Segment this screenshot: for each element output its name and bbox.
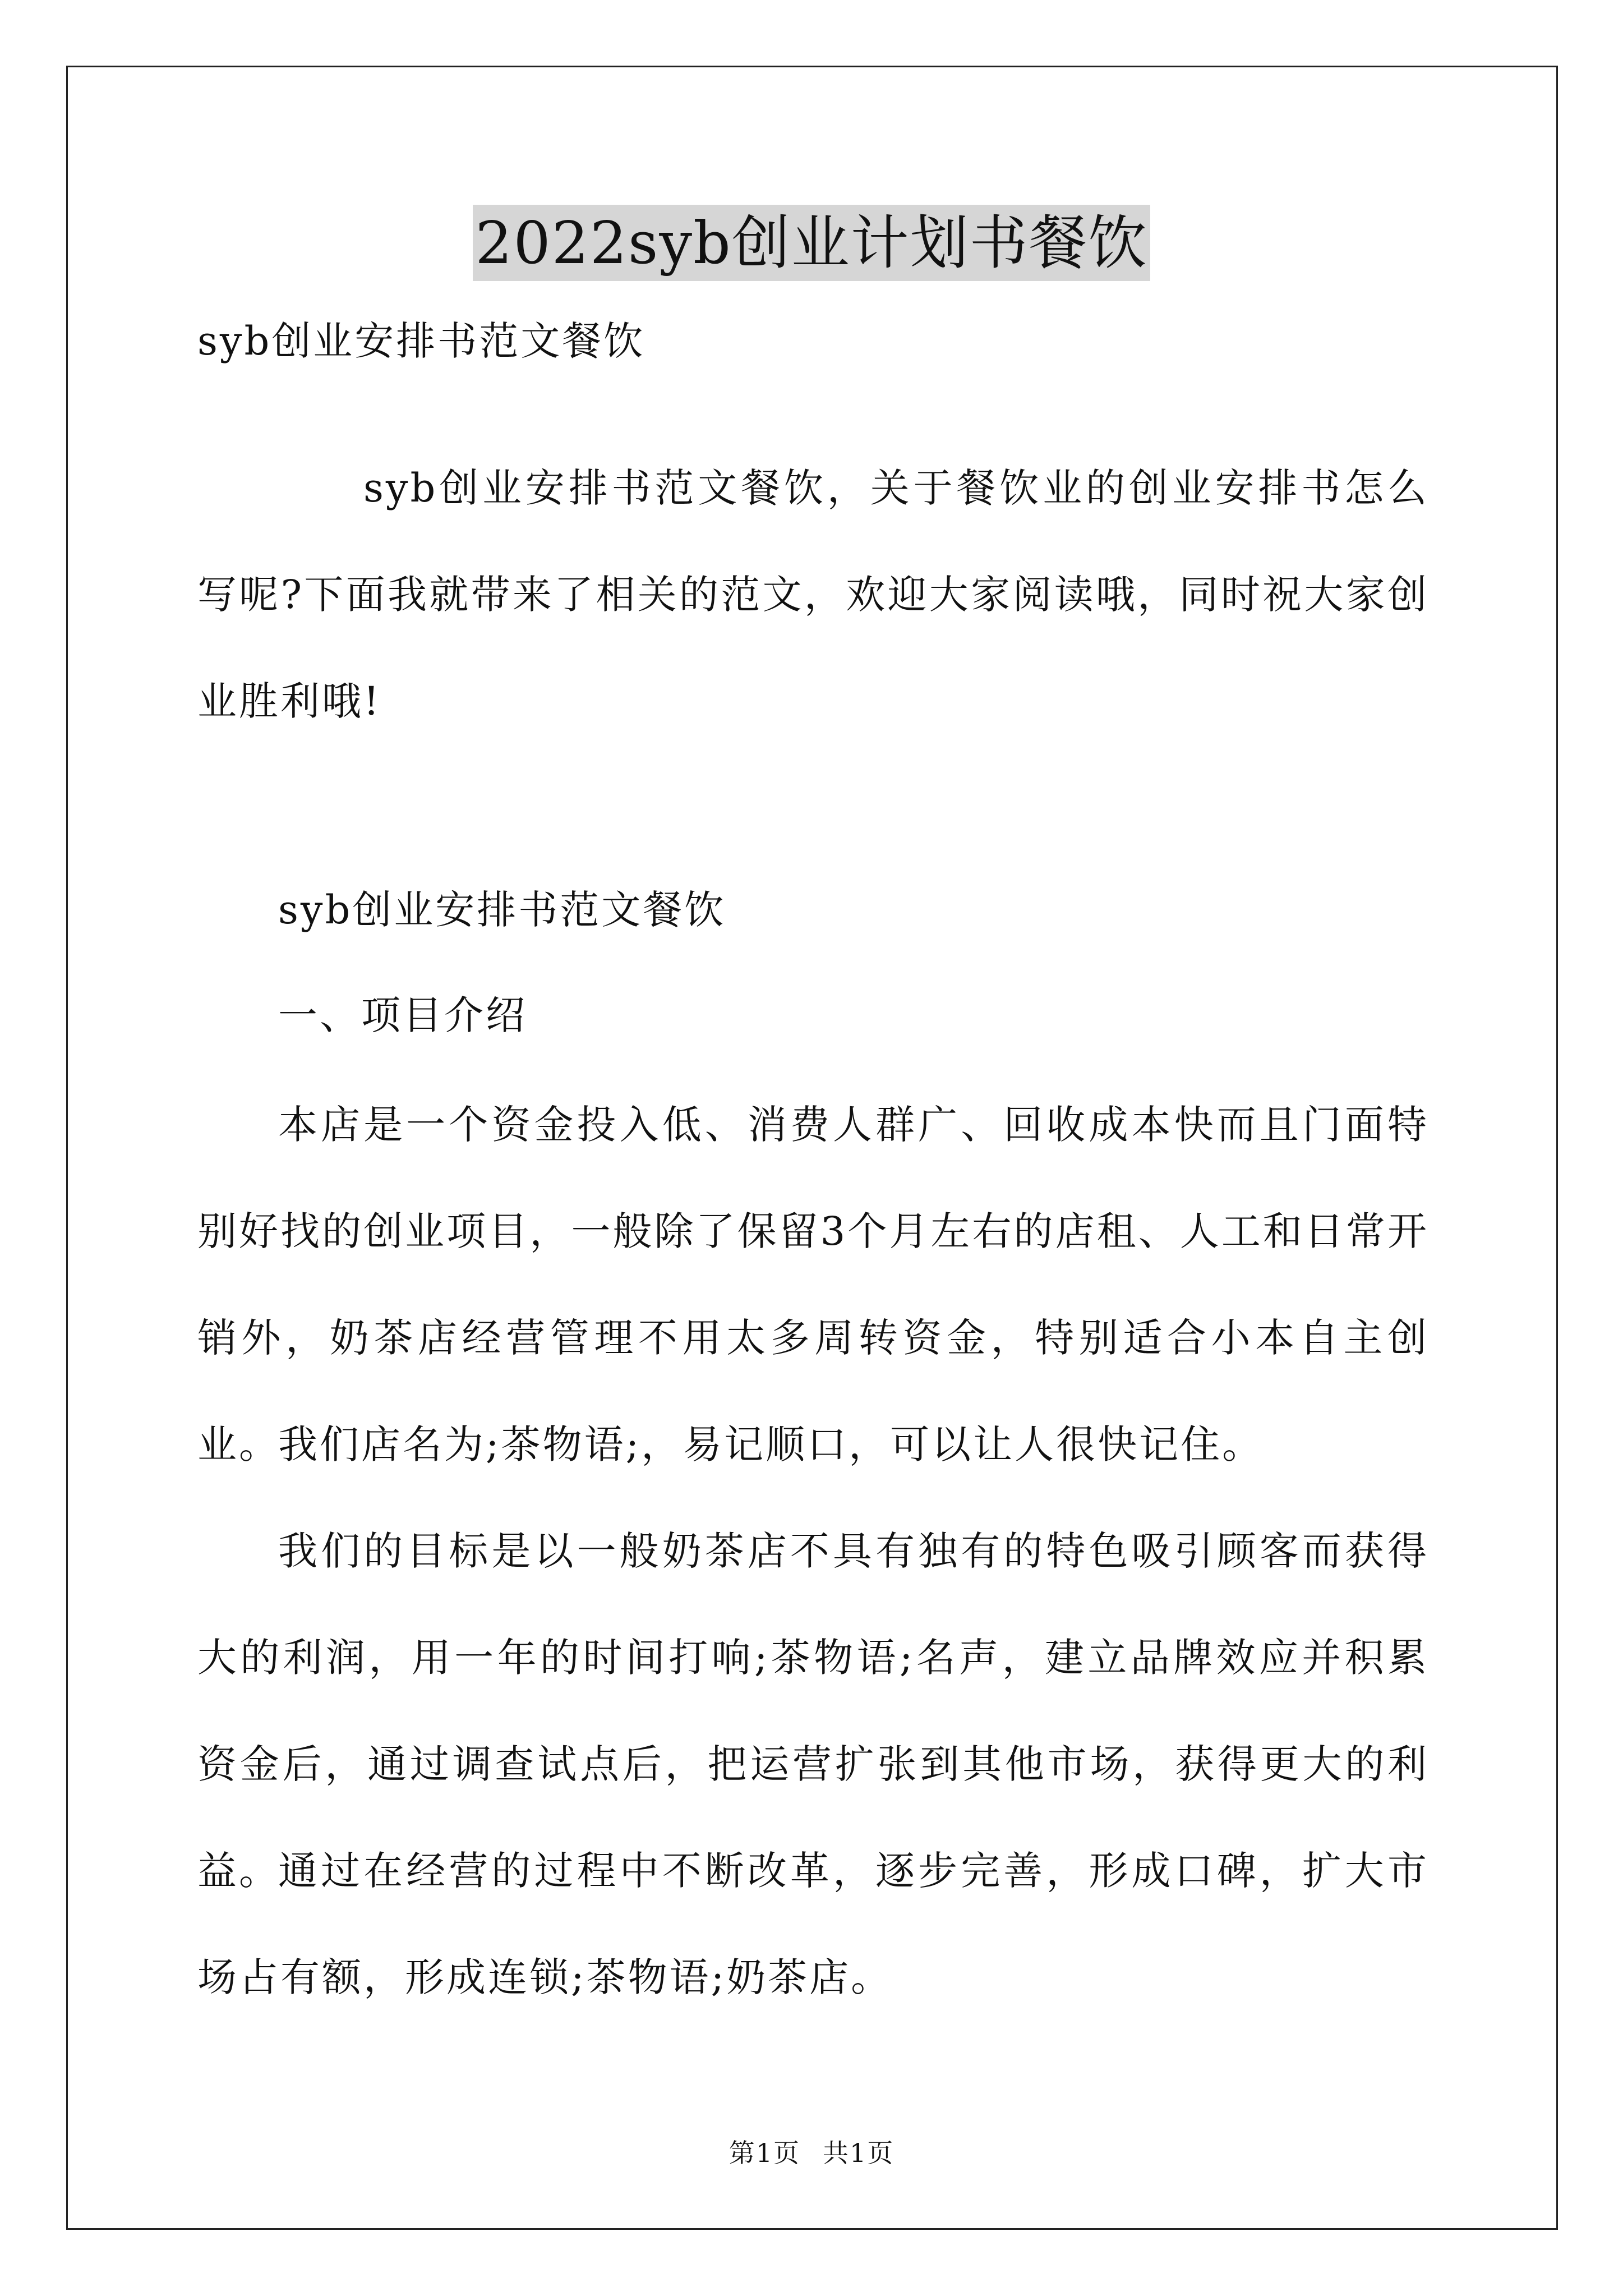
page-total: 共1页 [823,2138,895,2168]
document-title: 2022syb创业计划书餐饮 [473,205,1150,281]
intro-paragraph: syb创业安排书范文餐饮，关于餐饮业的创业安排书怎么写呢?下面我就带来了相关的范文，欢迎大家阅读哦，同时祝大家创业胜利哦! [197,465,1429,724]
section-heading: syb创业安排书范文餐饮 [278,887,726,933]
page-footer [0,2133,1623,2170]
body-paragraph-3: 我们的目标是以一般奶茶店不具有独有的特色吸引顾客而获得大的利润，用一年的时间打响;茶物语;名声，建立品牌效应并积累资金后，通过调查试点后，把运营扩张到其他市场，获得更大的利益。 [197,1528,1429,1894]
title-container [0,205,1623,281]
body-paragraph-4: 通过在经营的过程中不断改革，逐步完善，形成口碑，扩大市场占有额，形成连锁;茶物语;奶茶店。 [197,1848,1429,2000]
body-paragraph-2: 我们店名为;茶物语;，易记顺口，可以让人很快记住。 [278,1421,1264,1467]
page-current: 第1页 [728,2138,800,2168]
body-paragraph-1: 本店是一个资金投入低、消费人群广、回收成本快而且门面特别好找的创业项目，一般除了保留3个月左右的店租、人工和日常开销外，奶茶店经营管理不用太多周转资金，特别适合小本自主创业。 [197,1102,1429,1467]
document-subtitle: syb创业安排书范文餐饮 [197,318,645,364]
section-one-heading: 一、项目介绍 [278,992,527,1038]
